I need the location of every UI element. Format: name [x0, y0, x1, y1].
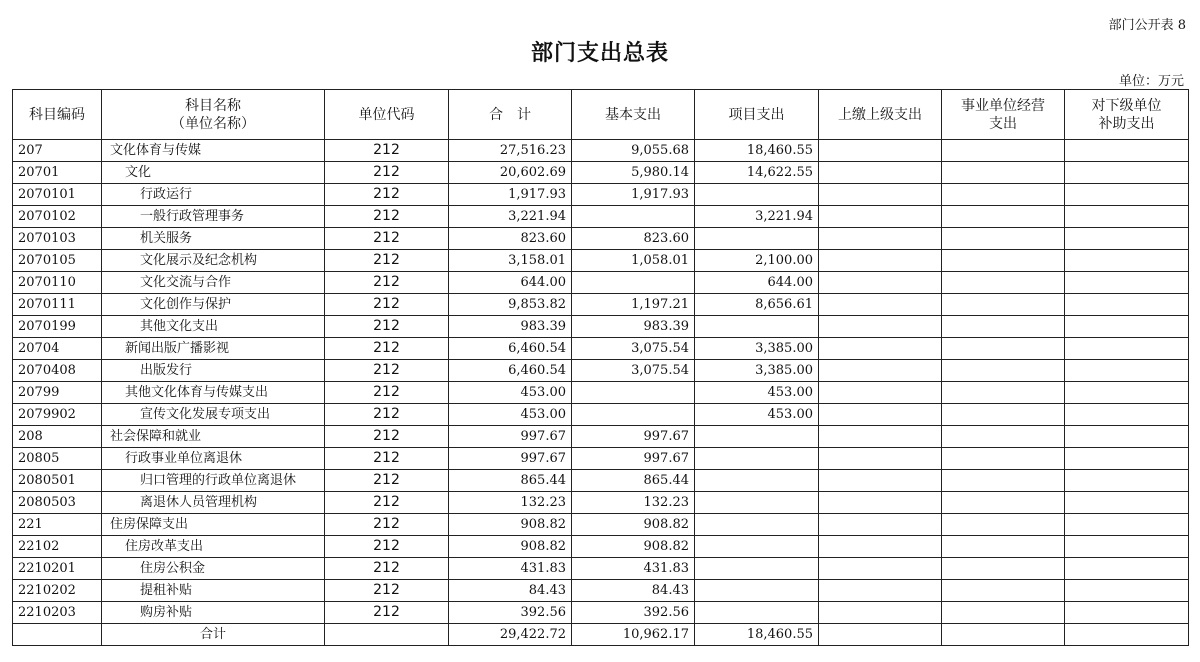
cell-basic: 431.83 [572, 558, 695, 580]
cell-upper [819, 624, 942, 646]
cell-project [695, 184, 819, 206]
cell-subsidy [1065, 162, 1189, 184]
cell-basic: 10,962.17 [572, 624, 695, 646]
cell-total: 431.83 [449, 558, 572, 580]
cell-name: 提租补贴 [102, 580, 325, 602]
cell-business [942, 338, 1065, 360]
cell-project [695, 448, 819, 470]
cell-basic: 1,058.01 [572, 250, 695, 272]
cell-project [695, 558, 819, 580]
cell-project [695, 316, 819, 338]
cell-name: 新闻出版广播影视 [102, 338, 325, 360]
cell-unit: 212 [325, 580, 449, 602]
cell-upper [819, 514, 942, 536]
cell-unit: 212 [325, 184, 449, 206]
cell-name: 机关服务 [102, 228, 325, 250]
cell-upper [819, 162, 942, 184]
col-header-name: 科目名称 （单位名称） [102, 90, 325, 140]
cell-upper [819, 492, 942, 514]
table-row [13, 338, 1189, 360]
cell-total: 453.00 [449, 404, 572, 426]
cell-subsidy [1065, 448, 1189, 470]
cell-subsidy [1065, 294, 1189, 316]
cell-subsidy [1065, 272, 1189, 294]
cell-unit: 212 [325, 316, 449, 338]
cell-upper [819, 426, 942, 448]
cell-total: 865.44 [449, 470, 572, 492]
cell-project [695, 514, 819, 536]
cell-upper [819, 184, 942, 206]
cell-unit: 212 [325, 492, 449, 514]
cell-total: 27,516.23 [449, 140, 572, 162]
table-row [13, 206, 1189, 228]
cell-code: 207 [13, 140, 102, 162]
cell-code: 2210203 [13, 602, 102, 624]
cell-basic: 5,980.14 [572, 162, 695, 184]
cell-basic: 997.67 [572, 426, 695, 448]
cell-total: 20,602.69 [449, 162, 572, 184]
cell-business [942, 316, 1065, 338]
cell-unit: 212 [325, 162, 449, 184]
cell-business [942, 602, 1065, 624]
cell-subsidy [1065, 602, 1189, 624]
page-title: 部门支出总表 [530, 41, 669, 66]
cell-basic: 132.23 [572, 492, 695, 514]
cell-basic: 1,197.21 [572, 294, 695, 316]
cell-project [695, 602, 819, 624]
col-header-total: 合 计 [449, 90, 572, 140]
cell-unit: 212 [325, 536, 449, 558]
table-row [13, 250, 1189, 272]
cell-upper [819, 272, 942, 294]
cell-unit: 212 [325, 206, 449, 228]
cell-code: 20701 [13, 162, 102, 184]
cell-code: 2210201 [13, 558, 102, 580]
cell-basic: 983.39 [572, 316, 695, 338]
col-header-project: 项目支出 [695, 90, 819, 140]
cell-code: 2070408 [13, 360, 102, 382]
cell-code: 2070111 [13, 294, 102, 316]
cell-upper [819, 580, 942, 602]
table-row [13, 360, 1189, 382]
cell-code: 2070110 [13, 272, 102, 294]
cell-upper [819, 558, 942, 580]
cell-subsidy [1065, 338, 1189, 360]
cell-upper [819, 602, 942, 624]
cell-name: 离退休人员管理机构 [102, 492, 325, 514]
cell-upper [819, 294, 942, 316]
cell-project: 3,385.00 [695, 360, 819, 382]
table-row [13, 448, 1189, 470]
cell-name: 购房补贴 [102, 602, 325, 624]
col-header-unit-code: 单位代码 [325, 90, 449, 140]
total-row [13, 624, 1189, 646]
cell-basic: 823.60 [572, 228, 695, 250]
cell-upper [819, 360, 942, 382]
cell-upper [819, 404, 942, 426]
cell-business [942, 360, 1065, 382]
cell-basic: 3,075.54 [572, 338, 695, 360]
cell-total: 823.60 [449, 228, 572, 250]
cell-unit: 212 [325, 250, 449, 272]
cell-basic: 997.67 [572, 448, 695, 470]
cell-business [942, 426, 1065, 448]
table-number: 部门公开表 8 [1108, 18, 1186, 33]
cell-project: 453.00 [695, 404, 819, 426]
cell-unit: 212 [325, 272, 449, 294]
cell-subsidy [1065, 250, 1189, 272]
cell-business [942, 448, 1065, 470]
cell-code [13, 624, 102, 646]
cell-code: 20805 [13, 448, 102, 470]
cell-subsidy [1065, 382, 1189, 404]
cell-total: 6,460.54 [449, 338, 572, 360]
cell-business [942, 140, 1065, 162]
cell-unit: 212 [325, 294, 449, 316]
cell-unit: 212 [325, 558, 449, 580]
cell-code: 2210202 [13, 580, 102, 602]
cell-unit: 212 [325, 360, 449, 382]
cell-basic [572, 272, 695, 294]
cell-total: 3,221.94 [449, 206, 572, 228]
col-header-business: 事业单位经营 支出 [942, 90, 1065, 140]
cell-code: 2080501 [13, 470, 102, 492]
cell-project: 3,221.94 [695, 206, 819, 228]
cell-basic [572, 382, 695, 404]
cell-upper [819, 206, 942, 228]
cell-project: 14,622.55 [695, 162, 819, 184]
cell-basic: 84.43 [572, 580, 695, 602]
cell-name: 一般行政管理事务 [102, 206, 325, 228]
table-row [13, 272, 1189, 294]
cell-name: 文化 [102, 162, 325, 184]
cell-name: 行政事业单位离退休 [102, 448, 325, 470]
cell-code: 221 [13, 514, 102, 536]
cell-name: 行政运行 [102, 184, 325, 206]
cell-code: 2070103 [13, 228, 102, 250]
cell-business [942, 624, 1065, 646]
expenditure-table [12, 89, 1189, 646]
cell-business [942, 250, 1065, 272]
cell-name: 归口管理的行政单位离退休 [102, 470, 325, 492]
cell-business [942, 228, 1065, 250]
table-row [13, 294, 1189, 316]
cell-total: 9,853.82 [449, 294, 572, 316]
table-row [13, 404, 1189, 426]
cell-business [942, 206, 1065, 228]
cell-name: 住房保障支出 [102, 514, 325, 536]
header-row [13, 90, 1189, 140]
cell-upper [819, 250, 942, 272]
cell-upper [819, 470, 942, 492]
cell-project: 8,656.61 [695, 294, 819, 316]
cell-business [942, 580, 1065, 602]
cell-code: 2070101 [13, 184, 102, 206]
cell-unit: 212 [325, 338, 449, 360]
table-row [13, 426, 1189, 448]
table-row [13, 184, 1189, 206]
cell-basic: 1,917.93 [572, 184, 695, 206]
cell-name: 其他文化支出 [102, 316, 325, 338]
table-row [13, 316, 1189, 338]
cell-unit: 212 [325, 602, 449, 624]
cell-project: 3,385.00 [695, 338, 819, 360]
table-row [13, 580, 1189, 602]
cell-unit: 212 [325, 382, 449, 404]
cell-project: 644.00 [695, 272, 819, 294]
cell-code: 2070102 [13, 206, 102, 228]
cell-upper [819, 316, 942, 338]
cell-total: 392.56 [449, 602, 572, 624]
cell-unit: 212 [325, 448, 449, 470]
cell-subsidy [1065, 360, 1189, 382]
cell-code: 2079902 [13, 404, 102, 426]
cell-business [942, 272, 1065, 294]
cell-total: 3,158.01 [449, 250, 572, 272]
cell-unit: 212 [325, 426, 449, 448]
cell-business [942, 536, 1065, 558]
cell-code: 2070199 [13, 316, 102, 338]
cell-total: 1,917.93 [449, 184, 572, 206]
cell-project [695, 580, 819, 602]
cell-project: 18,460.55 [695, 140, 819, 162]
cell-subsidy [1065, 316, 1189, 338]
cell-total: 644.00 [449, 272, 572, 294]
cell-project: 453.00 [695, 382, 819, 404]
cell-code: 22102 [13, 536, 102, 558]
table-row [13, 382, 1189, 404]
cell-name: 合计 [102, 624, 325, 646]
table-row [13, 514, 1189, 536]
cell-business [942, 404, 1065, 426]
cell-code: 20704 [13, 338, 102, 360]
table-row [13, 602, 1189, 624]
cell-business [942, 162, 1065, 184]
cell-upper [819, 338, 942, 360]
col-header-code: 科目编码 [13, 90, 102, 140]
cell-upper [819, 448, 942, 470]
cell-code: 20799 [13, 382, 102, 404]
cell-unit: 212 [325, 228, 449, 250]
cell-subsidy [1065, 470, 1189, 492]
cell-subsidy [1065, 558, 1189, 580]
cell-project [695, 426, 819, 448]
col-header-upper: 上缴上级支出 [819, 90, 942, 140]
cell-basic: 865.44 [572, 470, 695, 492]
cell-total: 997.67 [449, 448, 572, 470]
cell-business [942, 492, 1065, 514]
cell-name: 文化创作与保护 [102, 294, 325, 316]
cell-total: 983.39 [449, 316, 572, 338]
cell-business [942, 514, 1065, 536]
cell-business [942, 184, 1065, 206]
cell-name: 文化交流与合作 [102, 272, 325, 294]
cell-unit: 212 [325, 470, 449, 492]
cell-name: 宣传文化发展专项支出 [102, 404, 325, 426]
cell-business [942, 294, 1065, 316]
table-row [13, 492, 1189, 514]
cell-name: 社会保障和就业 [102, 426, 325, 448]
cell-total: 908.82 [449, 514, 572, 536]
cell-basic [572, 404, 695, 426]
cell-upper [819, 536, 942, 558]
table-row [13, 140, 1189, 162]
cell-total: 84.43 [449, 580, 572, 602]
cell-basic: 392.56 [572, 602, 695, 624]
cell-code: 2080503 [13, 492, 102, 514]
cell-name: 文化展示及纪念机构 [102, 250, 325, 272]
cell-name: 其他文化体育与传媒支出 [102, 382, 325, 404]
cell-name: 文化体育与传媒 [102, 140, 325, 162]
cell-basic: 9,055.68 [572, 140, 695, 162]
cell-subsidy [1065, 492, 1189, 514]
cell-total: 997.67 [449, 426, 572, 448]
cell-upper [819, 140, 942, 162]
table-body [13, 140, 1189, 646]
cell-subsidy [1065, 404, 1189, 426]
cell-total: 29,422.72 [449, 624, 572, 646]
cell-name: 住房公积金 [102, 558, 325, 580]
cell-total: 132.23 [449, 492, 572, 514]
cell-business [942, 470, 1065, 492]
cell-business [942, 382, 1065, 404]
cell-subsidy [1065, 426, 1189, 448]
cell-subsidy [1065, 184, 1189, 206]
cell-name: 出版发行 [102, 360, 325, 382]
cell-code: 208 [13, 426, 102, 448]
table-row [13, 536, 1189, 558]
cell-subsidy [1065, 580, 1189, 602]
table-row [13, 558, 1189, 580]
cell-subsidy [1065, 536, 1189, 558]
cell-unit [325, 624, 449, 646]
cell-project [695, 536, 819, 558]
cell-unit: 212 [325, 514, 449, 536]
table-row [13, 162, 1189, 184]
cell-subsidy [1065, 228, 1189, 250]
cell-total: 6,460.54 [449, 360, 572, 382]
cell-subsidy [1065, 514, 1189, 536]
cell-total: 908.82 [449, 536, 572, 558]
cell-unit: 212 [325, 140, 449, 162]
unit-label: 单位：万元 [1118, 74, 1184, 89]
cell-basic: 3,075.54 [572, 360, 695, 382]
col-header-subsidy: 对下级单位 补助支出 [1065, 90, 1189, 140]
cell-project: 2,100.00 [695, 250, 819, 272]
cell-business [942, 558, 1065, 580]
cell-project [695, 492, 819, 514]
cell-subsidy [1065, 206, 1189, 228]
cell-unit: 212 [325, 404, 449, 426]
cell-basic: 908.82 [572, 536, 695, 558]
table-row [13, 470, 1189, 492]
cell-upper [819, 228, 942, 250]
cell-upper [819, 382, 942, 404]
col-header-basic: 基本支出 [572, 90, 695, 140]
cell-total: 453.00 [449, 382, 572, 404]
cell-basic: 908.82 [572, 514, 695, 536]
cell-name: 住房改革支出 [102, 536, 325, 558]
cell-code: 2070105 [13, 250, 102, 272]
cell-project [695, 228, 819, 250]
cell-project: 18,460.55 [695, 624, 819, 646]
cell-basic [572, 206, 695, 228]
cell-subsidy [1065, 140, 1189, 162]
table-row [13, 228, 1189, 250]
cell-subsidy [1065, 624, 1189, 646]
cell-project [695, 470, 819, 492]
